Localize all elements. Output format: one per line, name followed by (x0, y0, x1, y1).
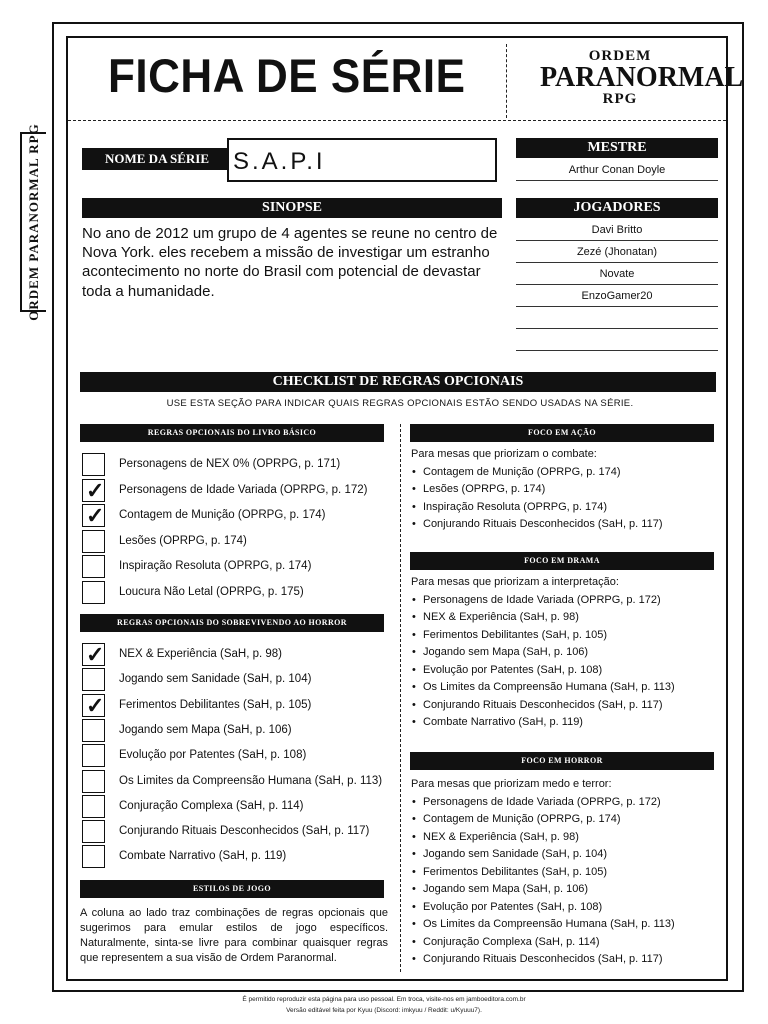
styles-text: A coluna ao lado traz combinações de regras opcionais que sugerimos para emular estilos de jogo específicos. Naturalmente, sinta-se livre para combinar quaisquer regras que representem a sua visão de Ordem Paranormal. (80, 907, 388, 964)
rule-checkbox[interactable] (82, 581, 105, 604)
focus-list-item: • Evolução por Patentes (SaH, p. 108) (411, 662, 675, 680)
side-tab (20, 123, 46, 321)
rule-label: Evolução por Patentes (SaH, p. 108) (119, 749, 307, 762)
rule-label: Loucura Não Letal (OPRPG, p. 175) (119, 585, 304, 598)
focus-list-item: • Conjurando Rituais Desconhecidos (SaH, p. 117) (411, 951, 675, 969)
focus-list-item: • Os Limites da Compreensão Humana (SaH, p. 113) (411, 679, 675, 697)
rule-row (82, 770, 382, 792)
master-name[interactable]: Arthur Conan Doyle (568, 164, 666, 176)
basic-rules-header: REGRAS OPCIONAIS DO LIVRO BÁSICO (80, 424, 384, 442)
styles-header: ESTILOS DE JOGO (80, 880, 384, 898)
checkmark-icon: ✓ (86, 477, 105, 503)
player-1[interactable]: Davi Britto (591, 224, 643, 236)
focus-action-list (411, 464, 662, 534)
focus-list-item: • Conjurando Rituais Desconhecidos (SaH, p. 117) (411, 516, 662, 534)
rule-label: Conjuração Complexa (SaH, p. 114) (119, 799, 304, 812)
rule-row (82, 795, 382, 817)
serie-name-label: NOME DA SÉRIE (82, 148, 232, 170)
rule-checkbox[interactable] (82, 795, 105, 818)
focus-list-item: • Ferimentos Debilitantes (SaH, p. 105) (411, 864, 675, 882)
rule-checkbox[interactable] (82, 479, 105, 502)
rule-checkbox[interactable] (82, 453, 105, 476)
player-line (516, 350, 718, 351)
rule-checkbox[interactable] (82, 744, 105, 767)
focus-list-item: • Jogando sem Mapa (SaH, p. 106) (411, 881, 675, 899)
rule-checkbox[interactable] (82, 668, 105, 691)
focus-list-item: • Jogando sem Sanidade (SaH, p. 104) (411, 846, 675, 864)
focus-list-item: • Jogando sem Mapa (SaH, p. 106) (411, 644, 675, 662)
rule-checkbox[interactable] (82, 643, 105, 666)
focus-list-item: • Conjuração Complexa (SaH, p. 114) (411, 934, 675, 952)
checkmark-icon: ✓ (86, 503, 105, 528)
rule-checkbox[interactable] (82, 555, 105, 578)
player-line (516, 262, 718, 263)
horror-rules-header: REGRAS OPCIONAIS DO SOBREVIVENDO AO HORROR (80, 614, 384, 632)
focus-horror-intro: Para mesas que priorizam medo e terror: (411, 778, 612, 790)
focus-list-item: • Contagem de Munição (OPRPG, p. 174) (411, 811, 675, 829)
rule-row (82, 668, 382, 690)
player-3[interactable]: Novate (599, 268, 635, 280)
rule-label: Inspiração Resoluta (OPRPG, p. 174) (119, 560, 312, 572)
focus-horror-block (411, 776, 675, 969)
rule-label: Personagens de Idade Variada (OPRPG, p. 172) (119, 483, 368, 496)
focus-drama-intro: Para mesas que priorizam a interpretação: (411, 576, 619, 588)
focus-action-block (411, 446, 662, 534)
rule-row (82, 555, 382, 577)
focus-action-header: FOCO EM AÇÃO (410, 424, 714, 442)
focus-list-item: • Evolução por Patentes (SaH, p. 108) (411, 899, 675, 917)
rule-label: Contagem de Munição (OPRPG, p. 174) (119, 509, 326, 521)
rule-row (82, 643, 382, 665)
player-line (516, 328, 718, 329)
focus-drama-block (411, 574, 675, 732)
header-divider (68, 120, 726, 121)
rule-label: Lesões (OPRPG, p. 174) (119, 534, 247, 547)
rule-row (82, 744, 382, 766)
rule-label: Jogando sem Sanidade (SaH, p. 104) (119, 673, 312, 686)
footer-line-1: É permitido reproduzir esta página para uso pessoal. Em troca, visite-nos em jamboeditora.com.br (242, 996, 526, 1003)
checklist-subtitle: USE ESTA SEÇÃO PARA INDICAR QUAIS REGRAS OPCIONAIS ESTÃO SENDO USADAS NA SÉRIE. (166, 398, 634, 409)
player-2[interactable]: Zezé (Jhonatan) (576, 246, 658, 258)
rule-row (82, 504, 382, 526)
rule-row (82, 453, 382, 475)
focus-horror-header: FOCO EM HORROR (410, 752, 714, 770)
rule-checkbox[interactable] (82, 694, 105, 717)
checklist-header: CHECKLIST DE REGRAS OPCIONAIS (80, 372, 716, 392)
rule-checkbox[interactable] (82, 530, 105, 553)
rule-checkbox[interactable] (82, 719, 105, 742)
checkmark-icon: ✓ (86, 692, 105, 718)
focus-action-intro: Para mesas que priorizam o combate: (411, 448, 597, 460)
rule-label: Combate Narrativo (SaH, p. 119) (119, 850, 287, 863)
rule-row (82, 479, 382, 501)
master-line (516, 180, 718, 181)
rule-checkbox[interactable] (82, 504, 105, 527)
logo-divider (506, 44, 507, 118)
focus-list-item: • Personagens de Idade Variada (OPRPG, p. 172) (411, 794, 675, 812)
focus-list-item: • Lesões (OPRPG, p. 174) (411, 481, 662, 499)
footer-line-2: Versão editável feita por Kyuu (Discord: imkyuu / Reddit: u/Kyuuu7). (286, 1007, 482, 1014)
focus-list-item: • Os Limites da Compreensão Humana (SaH, p. 113) (411, 916, 675, 934)
player-line (516, 284, 718, 285)
rule-row (82, 694, 382, 716)
rule-checkbox[interactable] (82, 820, 105, 843)
focus-list-item: • Personagens de Idade Variada (OPRPG, p. 172) (411, 592, 675, 610)
rule-checkbox[interactable] (82, 845, 105, 868)
logo-line-2: PARANORMAL (540, 62, 744, 93)
player-4[interactable]: EnzoGamer20 (581, 290, 653, 302)
focus-list-item: • NEX & Experiência (SaH, p. 98) (411, 609, 675, 627)
focus-list-item: • Contagem de Munição (OPRPG, p. 174) (411, 464, 662, 482)
logo-line-3: RPG (602, 91, 638, 107)
focus-list-item: • Ferimentos Debilitantes (SaH, p. 105) (411, 627, 675, 645)
master-header: MESTRE (516, 138, 718, 158)
focus-drama-header: FOCO EM DRAMA (410, 552, 714, 570)
column-divider (400, 424, 401, 972)
rule-label: Jogando sem Mapa (SaH, p. 106) (119, 723, 292, 736)
synopsis-text[interactable]: No ano de 2012 um grupo de 4 agentes se reune no centro de Nova York. eles recebem a missão de investigar um estranho acontecimento no norte do Brasil com potencial de devastar toda a humanidade. (82, 225, 498, 300)
rule-label: Conjurando Rituais Desconhecidos (SaH, p. 117) (119, 825, 370, 838)
focus-horror-list (411, 794, 675, 969)
serie-name-field[interactable]: S.A.P.I (227, 138, 497, 182)
players-header: JOGADORES (516, 198, 718, 218)
focus-list-item: • Conjurando Rituais Desconhecidos (SaH, p. 117) (411, 697, 675, 715)
player-line (516, 306, 718, 307)
page-title: FICHA DE SÉRIE (108, 50, 466, 103)
checkmark-icon: ✓ (86, 642, 105, 667)
focus-list-item: • NEX & Experiência (SaH, p. 98) (411, 829, 675, 847)
rule-row (82, 845, 382, 867)
rule-row (82, 530, 382, 552)
rule-row (82, 820, 382, 842)
rule-label: NEX & Experiência (SaH, p. 98) (119, 648, 282, 660)
focus-list-item: • Combate Narrativo (SaH, p. 119) (411, 714, 675, 732)
rule-checkbox[interactable] (82, 770, 105, 793)
rule-label: Os Limites da Compreensão Humana (SaH, p. 113) (119, 774, 383, 787)
rule-label: Personagens de NEX 0% (OPRPG, p. 171) (119, 458, 341, 470)
focus-drama-list (411, 592, 675, 732)
rule-row (82, 719, 382, 741)
rule-row (82, 581, 382, 603)
side-tab-label: ORDEM PARANORMAL RPG (26, 123, 41, 321)
ordem-paranormal-logo (540, 48, 744, 108)
rule-label: Ferimentos Debilitantes (SaH, p. 105) (119, 698, 312, 711)
focus-list-item: • Inspiração Resoluta (OPRPG, p. 174) (411, 499, 662, 517)
synopsis-header: SINOPSE (82, 198, 502, 218)
logo-line-1: ORDEM (588, 48, 652, 64)
player-line (516, 240, 718, 241)
